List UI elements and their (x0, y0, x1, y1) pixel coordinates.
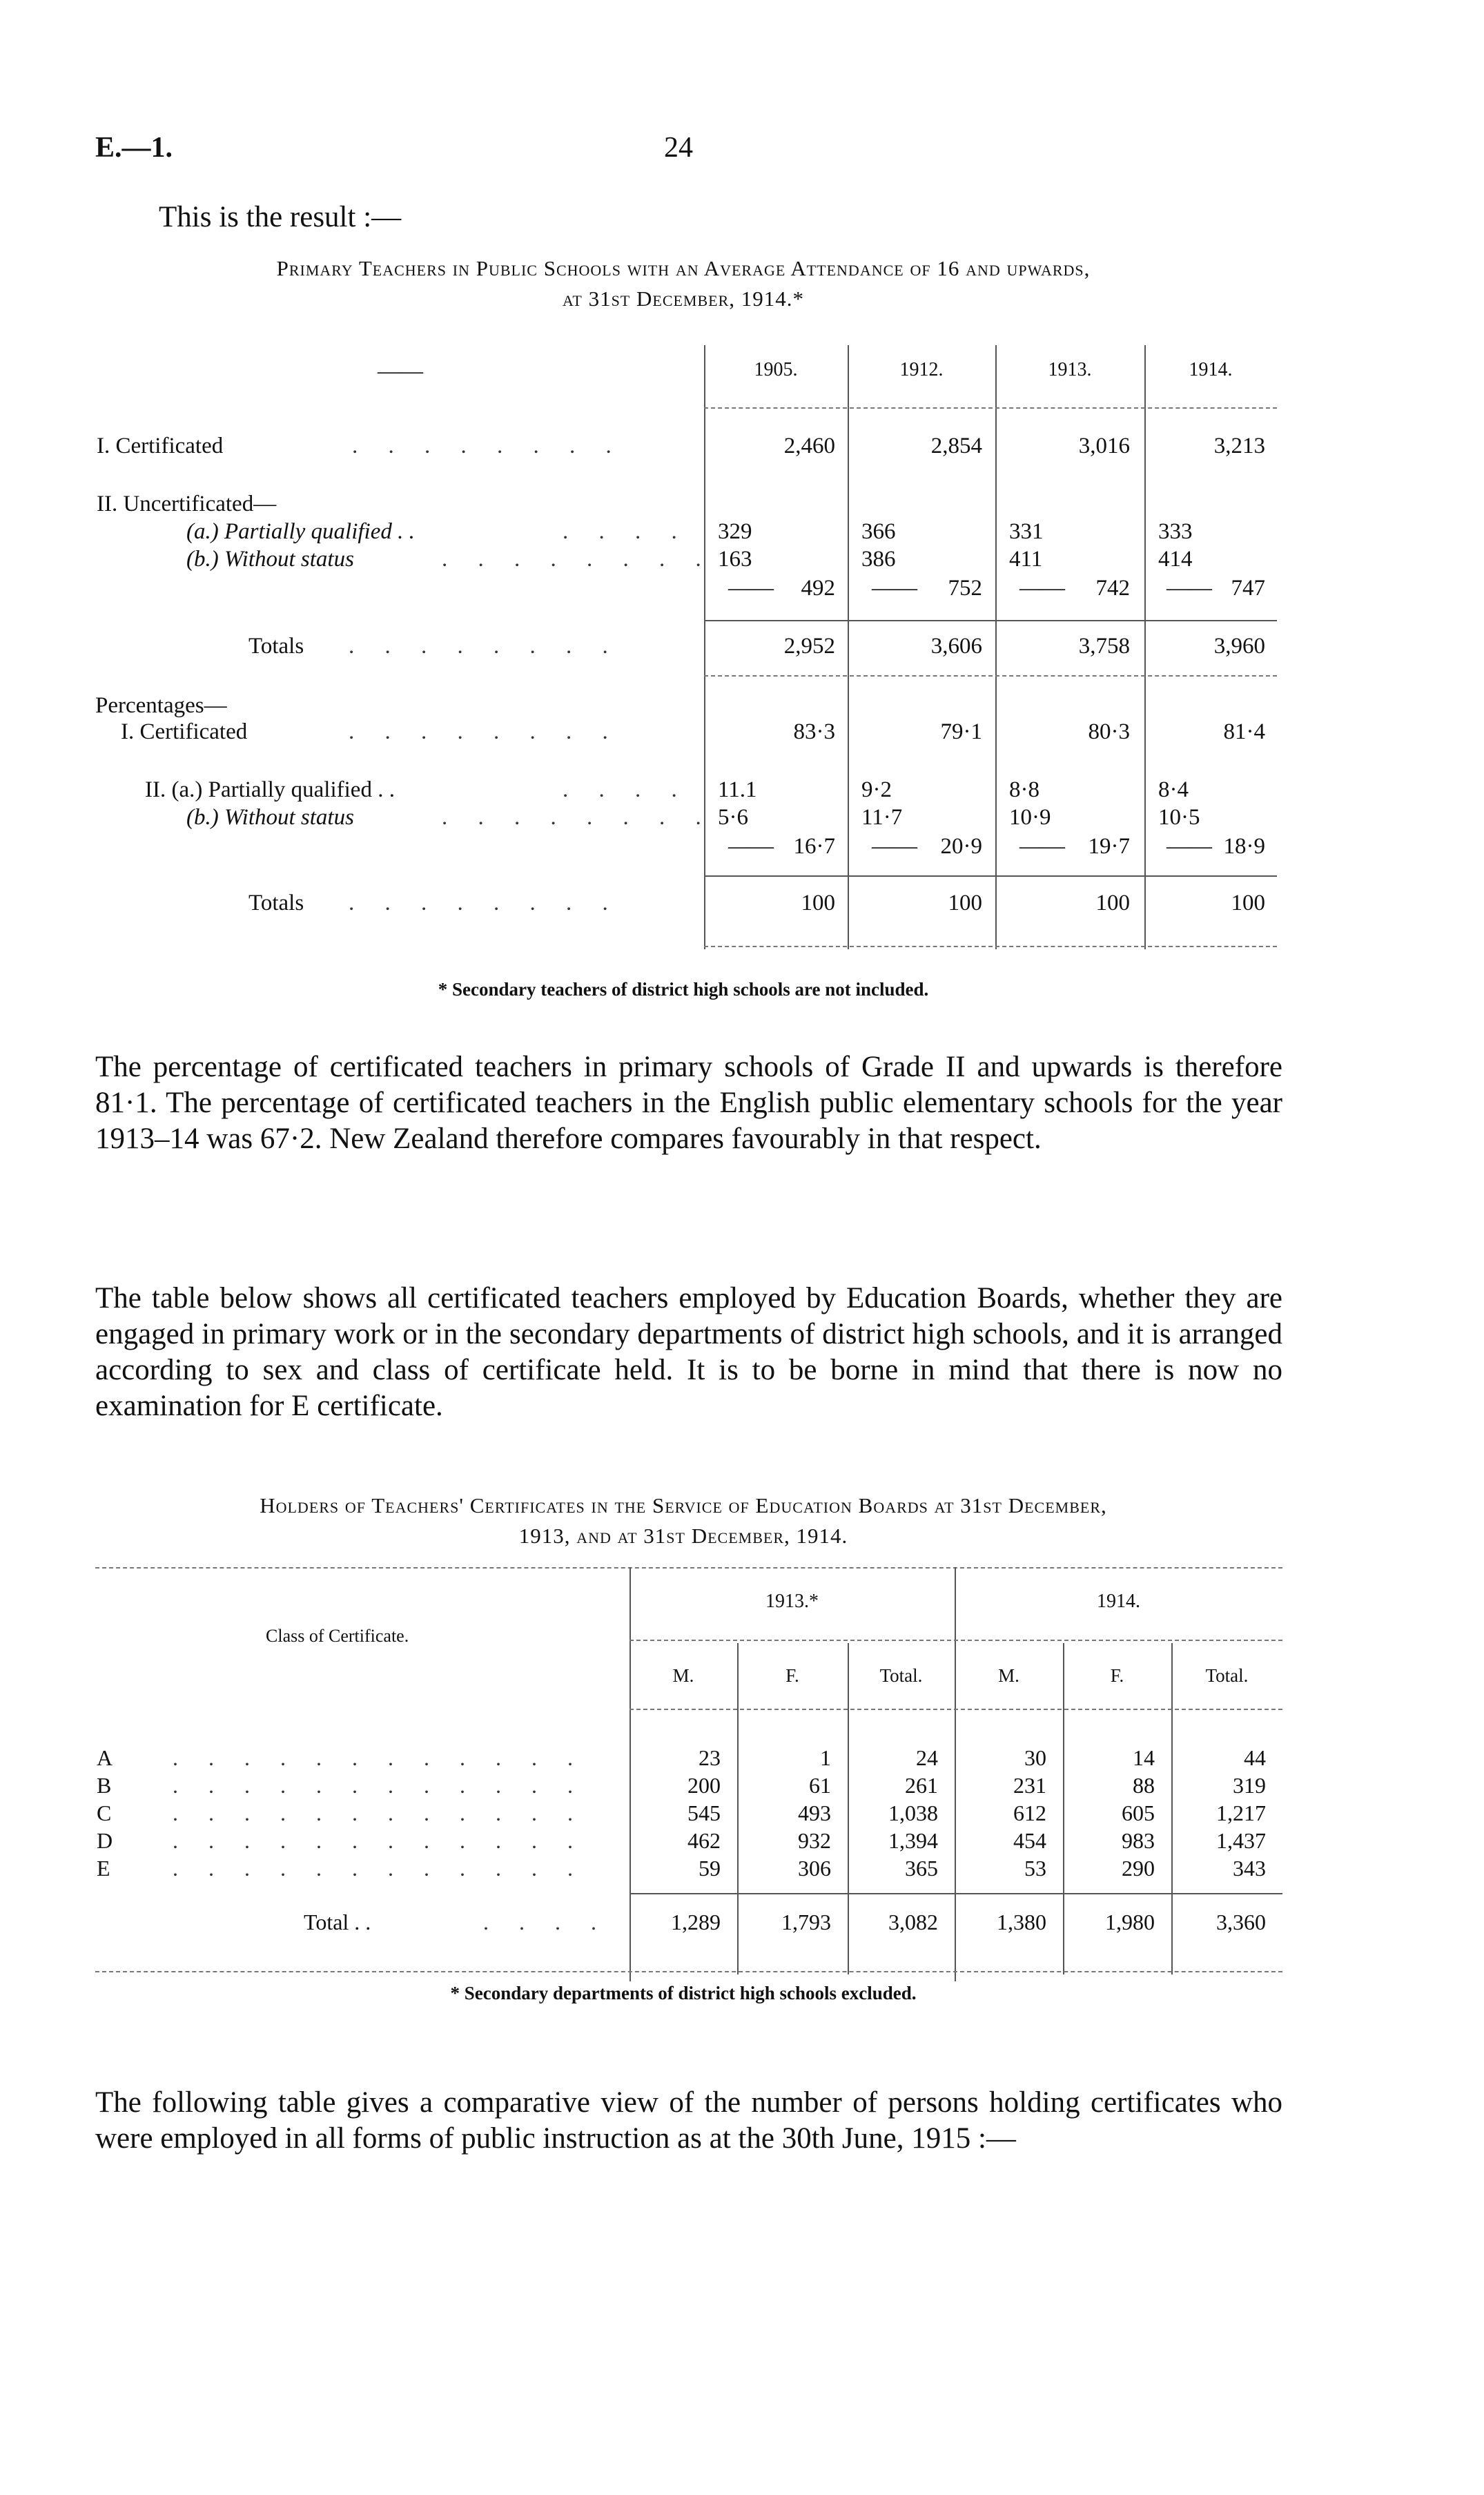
cell-total-1913-f: 1,793 (781, 1910, 831, 1934)
table1-footnote: * Secondary teachers of district high schools are not included. (438, 979, 929, 1000)
cell-d-1914-f: 983 (1122, 1828, 1155, 1853)
leader-dots: . . . . (563, 777, 690, 802)
col-1913-f: F. (785, 1665, 799, 1686)
table2-footnote: * Secondary departments of district high schools excluded. (450, 1983, 917, 2003)
cell-total-1914-f: 1,980 (1105, 1910, 1155, 1934)
subtotal-dash: —— (872, 834, 917, 859)
cell-d-1913-m: 462 (687, 1828, 721, 1853)
cell-total-1913-m: 1,289 (671, 1910, 721, 1934)
row-label-without-status: (b.) Without status (186, 547, 354, 572)
leader-dots: . . . . . . . . (349, 891, 621, 915)
cell-pct-cert-1914: 81·4 (1223, 719, 1265, 744)
year-1905: 1905. (754, 359, 798, 380)
year-1913: 1913. (1048, 359, 1092, 380)
cell-c-1913-f: 493 (798, 1800, 831, 1825)
row-label-certificated: I. Certificated (97, 434, 224, 458)
cell-e-1913-f: 306 (798, 1856, 831, 1881)
cell-d-1913-total: 1,394 (888, 1828, 938, 1853)
row-label-pct-partially: II. (a.) Partially qualified . . (145, 777, 395, 802)
cell-a-1914-total: 44 (1244, 1745, 1266, 1770)
year-1913-header: 1913.* (765, 1591, 819, 1612)
year-1914: 1914. (1189, 359, 1233, 380)
row-label-total: Total . . (304, 1910, 371, 1934)
subtotal-dash: —— (728, 576, 774, 601)
cell-pct-without-1912: 11·7 (861, 805, 903, 830)
row-label-c: C (97, 1800, 112, 1825)
cell-totals-1913: 3,758 (1078, 634, 1130, 659)
cell-totals-1914: 3,960 (1213, 634, 1265, 659)
subtotal-dash: —— (728, 834, 774, 859)
cell-cert-1914: 3,213 (1213, 434, 1265, 458)
cell-pct-subtotal-1914: 18·9 (1223, 834, 1265, 859)
cell-c-1913-m: 545 (687, 1800, 721, 1825)
intro-line: This is the result :— (159, 201, 402, 233)
cell-pct-partial-1913: 8·8 (1009, 777, 1039, 802)
cell-pct-partial-1912: 9·2 (861, 777, 892, 802)
leader-dots: . . . . (563, 519, 690, 544)
row-label-percentages: Percentages— (95, 693, 227, 718)
cell-pct-partial-1914: 8·4 (1158, 777, 1189, 802)
cell-b-1914-total: 319 (1233, 1773, 1266, 1798)
cell-a-1913-m: 23 (699, 1745, 721, 1770)
cell-total-1913-total: 3,082 (888, 1910, 938, 1934)
leader-dots: . . . . . . . . . . . . (173, 1773, 585, 1798)
row-label-pct-certificated: I. Certificated (121, 719, 248, 744)
cell-e-1914-m: 53 (1024, 1856, 1046, 1881)
leader-dots: . . . . . . . . . . . . (173, 1856, 585, 1881)
cell-e-1913-total: 365 (905, 1856, 938, 1881)
cell-totals-1912: 3,606 (930, 634, 982, 659)
cell-a-1914-m: 30 (1024, 1745, 1046, 1770)
year-1914-header: 1914. (1097, 1591, 1140, 1612)
cell-pct-partial-1905: 11.1 (718, 777, 757, 802)
row-label-pct-without: (b.) Without status (186, 805, 354, 830)
table1-caption-line1: Primary Teachers in Public Schools with an Average Attendance of 16 and upwards, (276, 256, 1091, 280)
cell-without-1914: 414 (1158, 547, 1193, 572)
cell-subtotal-1914: 747 (1231, 576, 1265, 601)
row-label-b: B (97, 1773, 112, 1798)
cell-pct-cert-1913: 80·3 (1088, 719, 1130, 744)
leader-dots: . . . . . . . . (349, 719, 621, 744)
cell-b-1913-f: 61 (809, 1773, 831, 1798)
row-label-d: D (97, 1828, 113, 1853)
row-label-totals: Totals (248, 634, 304, 659)
cell-pct-without-1913: 10·9 (1009, 805, 1051, 830)
col-1913-m: M. (672, 1665, 694, 1686)
cell-pct-cert-1912: 79·1 (940, 719, 982, 744)
leader-dots: . . . . . . . . (349, 634, 621, 659)
cell-e-1914-total: 343 (1233, 1856, 1266, 1881)
cell-a-1913-f: 1 (820, 1745, 831, 1770)
cell-c-1914-total: 1,217 (1216, 1800, 1266, 1825)
leader-dots: . . . . . . . . . . . . (173, 1828, 585, 1853)
cell-a-1914-f: 14 (1133, 1745, 1155, 1770)
paragraph-3: The following table gives a comparative view of the number of persons holding certificates who were employed in all forms of public instruction as at the 30th June, 1915 :— (95, 2086, 1282, 2155)
cell-cert-1913: 3,016 (1078, 434, 1130, 458)
leader-dots: . . . . (483, 1910, 609, 1934)
cell-pct-totals-1913: 100 (1095, 891, 1130, 915)
col-1914-f: F. (1110, 1665, 1124, 1686)
cell-subtotal-1905: 492 (801, 576, 835, 601)
cell-pct-cert-1905: 83·3 (793, 719, 835, 744)
cell-e-1914-f: 290 (1122, 1856, 1155, 1881)
cell-d-1914-m: 454 (1013, 1828, 1046, 1853)
leader-dots: . . . . . . . . (442, 547, 714, 572)
cell-a-1913-total: 24 (916, 1745, 938, 1770)
cell-without-1912: 386 (861, 547, 896, 572)
table2-caption-line1: Holders of Teachers' Certificates in the Service of Education Boards at 31st December, (260, 1493, 1107, 1517)
row-label-e: E (97, 1856, 110, 1881)
cell-pct-totals-1912: 100 (948, 891, 982, 915)
cell-d-1914-total: 1,437 (1216, 1828, 1266, 1853)
cell-pct-without-1905: 5·6 (718, 805, 748, 830)
cell-pct-subtotal-1913: 19·7 (1088, 834, 1130, 859)
col-1913-total: Total. (879, 1665, 923, 1686)
subtotal-dash: —— (872, 576, 917, 601)
cell-totals-1905: 2,952 (783, 634, 835, 659)
cell-pct-totals-1914: 100 (1231, 891, 1265, 915)
paragraph-1: The percentage of certificated teachers in primary schools of Grade II and upwards is therefore 81·1. The percentage of certificated teachers in the English public elementary schools for the year 1913–14 was 67·2. New Zealand therefore compares favourably in that respect. (95, 1051, 1282, 1155)
row-label-pct-totals: Totals (248, 891, 304, 915)
col-1914-m: M. (998, 1665, 1019, 1686)
row-label-a: A (97, 1745, 113, 1770)
cell-b-1914-m: 231 (1013, 1773, 1046, 1798)
subtotal-dash: —— (1019, 576, 1065, 601)
cell-pct-subtotal-1912: 20·9 (940, 834, 982, 859)
leader-dots: . . . . . . . . (352, 434, 624, 458)
cell-c-1914-m: 612 (1013, 1800, 1046, 1825)
cell-without-1913: 411 (1009, 547, 1043, 572)
cell-d-1913-f: 932 (798, 1828, 831, 1853)
leader-dots: . . . . . . . . (442, 805, 714, 830)
cell-partial-1905: 329 (718, 519, 752, 544)
subtotal-dash: —— (1019, 834, 1065, 859)
table1-caption-line2: at 31st December, 1914.* (562, 287, 805, 311)
cell-cert-1905: 2,460 (783, 434, 835, 458)
cell-b-1913-m: 200 (687, 1773, 721, 1798)
cell-total-1914-m: 1,380 (997, 1910, 1046, 1934)
cell-e-1913-m: 59 (699, 1856, 721, 1881)
row-label-uncertificated: II. Uncertificated— (97, 492, 277, 516)
row-label-partially: (a.) Partially qualified . . (186, 519, 415, 544)
subtotal-dash: —— (1166, 834, 1212, 859)
leader-dots: . . . . . . . . . . . . (173, 1745, 585, 1770)
cell-partial-1912: 366 (861, 519, 896, 544)
table2-caption-line2: 1913, and at 31st December, 1914. (518, 1524, 848, 1548)
report-code: E.—1. (95, 132, 173, 164)
cell-cert-1912: 2,854 (930, 434, 982, 458)
col-1914-total: Total. (1205, 1665, 1249, 1686)
cell-c-1913-total: 1,038 (888, 1800, 938, 1825)
cell-subtotal-1913: 742 (1095, 576, 1130, 601)
cell-without-1905: 163 (718, 547, 752, 572)
cell-pct-without-1914: 10·5 (1158, 805, 1200, 830)
year-1912: 1912. (899, 359, 944, 380)
cell-b-1913-total: 261 (905, 1773, 938, 1798)
cell-pct-totals-1905: 100 (801, 891, 835, 915)
class-of-certificate-header: Class of Certificate. (266, 1626, 409, 1646)
cell-total-1914-total: 3,360 (1216, 1910, 1266, 1934)
page-number: 24 (664, 132, 693, 164)
leader-dots: . . . . . . . . . . . . (173, 1800, 585, 1825)
cell-pct-subtotal-1905: 16·7 (793, 834, 835, 859)
subtotal-dash: —— (1166, 576, 1212, 601)
cell-c-1914-f: 605 (1122, 1800, 1155, 1825)
header-dash: —— (378, 359, 423, 384)
paragraph-2: The table below shows all certificated teachers employed by Education Boards, whether they are engaged in primary work or in the secondary departments of district high schools, and it is arranged according to sex and class of certificate held. It is to be borne in mind that there is now no examination for E certificate. (95, 1282, 1282, 1422)
cell-partial-1913: 331 (1009, 519, 1044, 544)
cell-b-1914-f: 88 (1133, 1773, 1155, 1798)
cell-subtotal-1912: 752 (948, 576, 982, 601)
cell-partial-1914: 333 (1158, 519, 1193, 544)
